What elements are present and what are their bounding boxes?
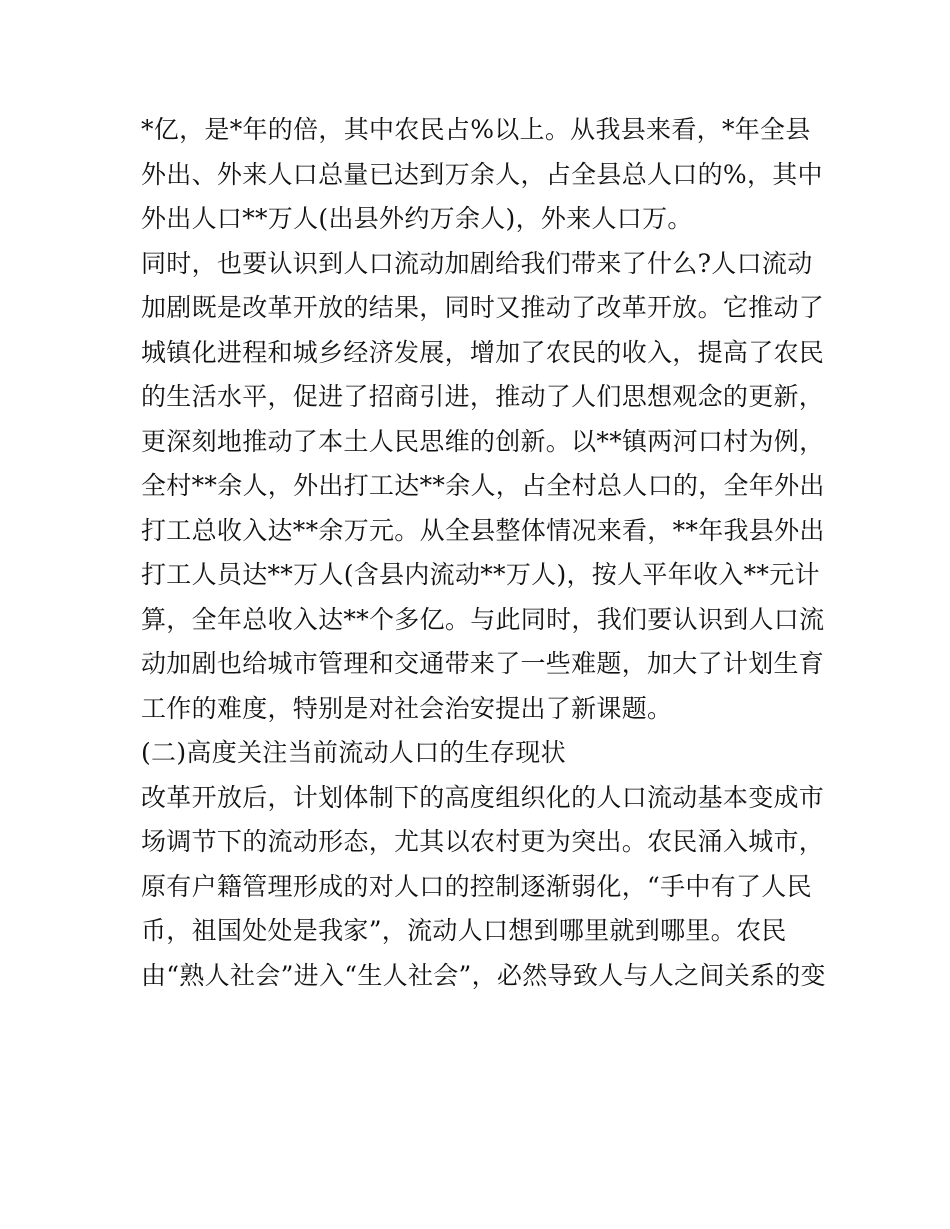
text-line: 打工人员达**万人(含县内流动**万人)，按人平年收入**元计 xyxy=(141,560,820,589)
text-line: 场调节下的流动形态，尤其以农村更为突出。农民涌入城市， xyxy=(141,827,825,856)
text-line: 由“熟人社会”进入“生人社会”，必然导致人与人之间关系的变 xyxy=(141,960,826,990)
text-line: 更深刻地推动了本土人民思维的创新。以**镇两河口村为例， xyxy=(141,426,825,456)
body-text xyxy=(141,108,826,998)
section-heading: (二)高度关注当前流动人口的生存现状 xyxy=(141,738,566,767)
text-line: 同时，也要认识到人口流动加剧给我们带来了什么?人口流动 xyxy=(141,248,813,278)
text-line: *亿，是*年的倍，其中农民占%以上。从我县来看，*年全县 xyxy=(141,115,811,144)
text-line: 算，全年总收入达**个多亿。与此同时，我们要认识到人口流 xyxy=(141,604,825,634)
text-line: 改革开放后，计划体制下的高度组织化的人口流动基本变成市 xyxy=(141,782,825,812)
text-line: 外出、外来人口总量已达到万余人，占全县总人口的%，其中 xyxy=(141,159,823,189)
text-line: 动加剧也给城市管理和交通带来了一些难题，加大了计划生育 xyxy=(141,649,825,678)
text-line: 工作的难度，特别是对社会治安提出了新课题。 xyxy=(141,693,673,723)
text-line: 加剧既是改革开放的结果，同时又推动了改革开放。它推动了 xyxy=(141,293,825,322)
text-line: 原有户籍管理形成的对人口的控制逐渐弱化，“手中有了人民 xyxy=(141,871,812,901)
text-line: 全村**余人，外出打工达**余人，占全村总人口的，全年外出 xyxy=(141,471,825,500)
text-line: 的生活水平，促进了招商引进，推动了人们思想观念的更新， xyxy=(141,382,825,411)
text-line: 外出人口**万人(出县外约万余人)，外来人口万。 xyxy=(141,204,693,233)
text-line: 打工总收入达**余万元。从全县整体情况来看，**年我县外出 xyxy=(141,515,825,545)
text-line: 城镇化进程和城乡经济发展，增加了农民的收入，提高了农民 xyxy=(141,337,825,367)
text-line: 币，祖国处处是我家”，流动人口想到哪里就到哪里。农民 xyxy=(141,916,787,945)
